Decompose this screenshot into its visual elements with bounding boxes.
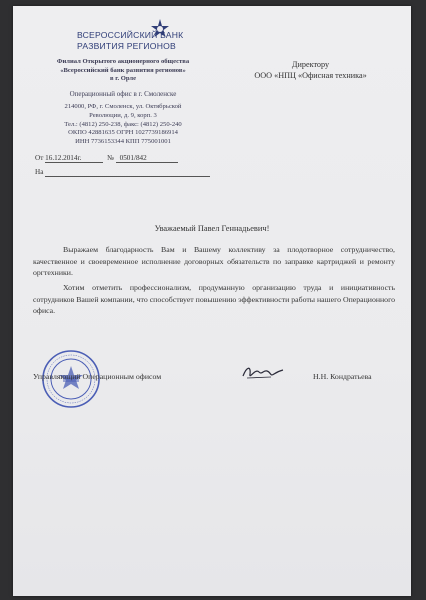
signature-row <box>33 372 403 381</box>
recipient-company: ООО «НПЦ «Офисная техника» <box>254 70 367 80</box>
number-prefix: № <box>106 154 114 162</box>
bank-logo <box>33 20 211 62</box>
bank-branch-block <box>23 58 223 146</box>
outgoing-number-row <box>35 154 225 163</box>
signatory-name: Н.Н. Кондратьева <box>313 372 372 381</box>
okpo-line: ОКПО 42881635 ОГРН 1027739186914 <box>68 129 178 137</box>
date-value: 16.12.2014г. <box>45 154 82 162</box>
recipient-block <box>228 60 393 81</box>
address-line2: Революции, д. 9, корп. 3 <box>89 111 157 119</box>
letter-page <box>13 6 411 596</box>
branch-line3: в г. Орле <box>109 75 136 83</box>
body-paragraph-1: Выражаем благодарность Вам и Вашему коллективу за плодотворное сотрудничество, качественное и своевременное исполнение договорных обязательств по заправке картриджей и ремонту оргтехники. <box>33 245 395 277</box>
reference-field <box>45 168 210 177</box>
branch-line1: Филиал Открытого акционерного общества <box>56 58 190 65</box>
body-paragraph-2: Хотим отметить профессионализм, продуманную организацию труда и инициативность сотрудников Вашей компании, что способствует повышению эффективности работы нашего Операционного офиса. <box>33 283 395 315</box>
inn-line: ИНН 7736153344 КПП 775001001 <box>75 137 171 145</box>
bank-name-line1: ВСЕРОССИЙСКИЙ БАНК <box>77 30 184 40</box>
office-line: Операционный офис в г. Смоленске <box>69 89 177 98</box>
number-value: 0501/842 <box>119 154 147 162</box>
phone-line: Тел.: (4812) 250-238, факс: (4812) 250-240 <box>64 120 182 128</box>
branch-line2: «Всероссийский банк развития регионов» <box>60 66 186 74</box>
bank-name <box>37 30 207 52</box>
na-prefix: На <box>35 168 44 176</box>
salutation: Уважаемый Павел Геннадьевич! <box>154 224 270 233</box>
signatory-position: Управляющий Операционным офисом <box>33 372 162 381</box>
reference-row <box>35 168 225 177</box>
bank-name-line2: РАЗВИТИЯ РЕГИОНОВ <box>77 41 176 51</box>
recipient-title: Директору <box>291 60 330 69</box>
address-line1: 214000, РФ, г. Смоленск, ул. Октябрьской <box>64 103 182 111</box>
date-prefix: От <box>35 154 44 162</box>
number-field <box>116 154 178 163</box>
date-field <box>45 154 103 163</box>
